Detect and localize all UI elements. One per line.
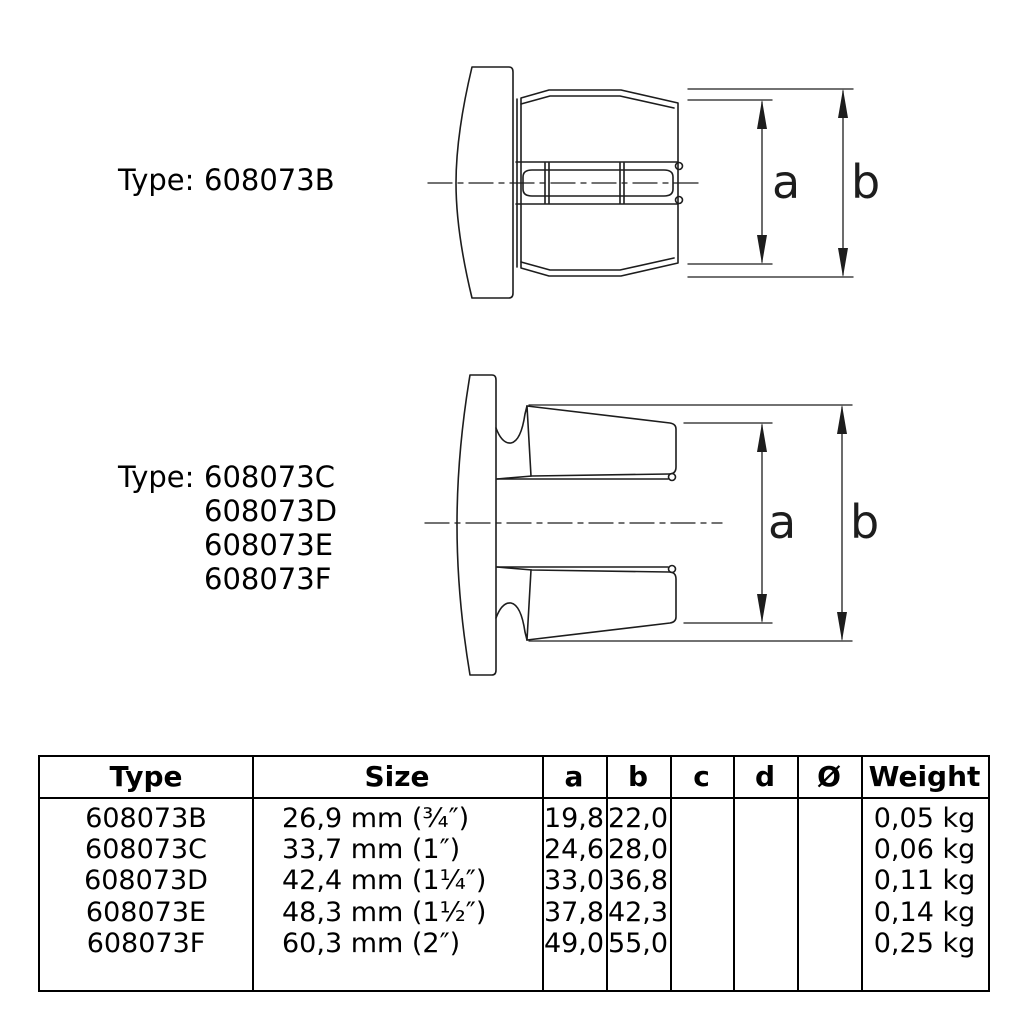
col-header-weight: Weight [868,760,981,793]
arrowhead-up [757,100,767,129]
col-header-b: b [627,760,649,793]
type-value: 608073F [204,562,332,596]
col-header-c: c [693,760,710,793]
neck-notch-bottom [496,603,527,640]
cell-type: 608073D [84,865,208,896]
dimension-label-b: b [850,495,880,549]
arrowhead-down [757,594,767,623]
cell-a: 37,8 [543,897,605,928]
cell-b: 28,0 [607,834,669,865]
cell-a: 24,6 [543,834,605,865]
cell-type: 608073B [85,803,207,834]
cell-size: 42,4 mm (1¼″) [282,865,487,896]
arrowhead-down [838,248,848,277]
col-header-diameter: Ø [817,760,841,793]
spec-table [38,755,990,992]
cell-weight: 0,05 kg [873,803,976,834]
table-row [40,897,988,928]
col-header-d: d [754,760,776,793]
col-header-size: Size [364,760,430,793]
cell-a: 33,0 [543,865,605,896]
cell-type: 608073C [85,834,207,865]
dimension-label-a: a [768,495,797,549]
type-value: 608073E [204,528,334,562]
cell-b: 36,8 [607,865,669,896]
cell-size: 33,7 mm (1″) [282,834,461,865]
plug-drawing-608073C-F [425,375,879,675]
cell-weight: 0,14 kg [873,897,976,928]
dimension-a [757,100,800,264]
col-header-a: a [564,760,584,793]
cell-a: 49,0 [543,928,605,959]
cell-weight: 0,25 kg [873,928,976,959]
type-value: 608073B [204,163,335,197]
neck-notch-top [496,406,527,443]
table-row [40,834,988,865]
cell-type: 608073E [85,897,207,928]
plug-drawing-608073B [428,67,880,298]
band-end-bump-bottom [676,197,683,204]
table-row [40,865,988,896]
table-row [40,803,988,834]
barrel-inner-bottom [521,258,674,270]
cell-b: 55,0 [607,928,669,959]
dimension-a [757,423,796,623]
dimension-label-b: b [851,155,881,209]
arrowhead-up [757,423,767,452]
type-label: Type: [118,163,195,197]
arrowhead-up [838,89,848,118]
cell-b: 42,3 [607,897,669,928]
col-header-type: Type [109,760,183,793]
type-label: Type: [118,460,195,494]
cell-size: 60,3 mm (2″) [282,928,461,959]
type-value: 608073D [204,494,338,528]
arrowhead-down [837,612,847,641]
type-value: 608073C [204,460,335,494]
cap-outline [457,375,496,675]
cell-weight: 0,06 kg [873,834,976,865]
arrowhead-down [757,235,767,264]
cell-weight: 0,11 kg [873,865,976,896]
arrowhead-up [837,405,847,434]
barrel-inner-top [521,96,674,108]
table-header-divider [40,797,988,799]
cell-size: 26,9 mm (¾″) [282,803,470,834]
cell-a: 19,8 [543,803,605,834]
cell-b: 22,0 [607,803,669,834]
dimension-b [837,405,879,641]
cell-size: 48,3 mm (1½″) [282,897,487,928]
table-row [40,928,988,959]
dimension-label-a: a [772,155,801,209]
dimension-b [838,89,880,277]
band-end-bump-top [676,163,683,170]
cell-type: 608073F [86,928,206,959]
